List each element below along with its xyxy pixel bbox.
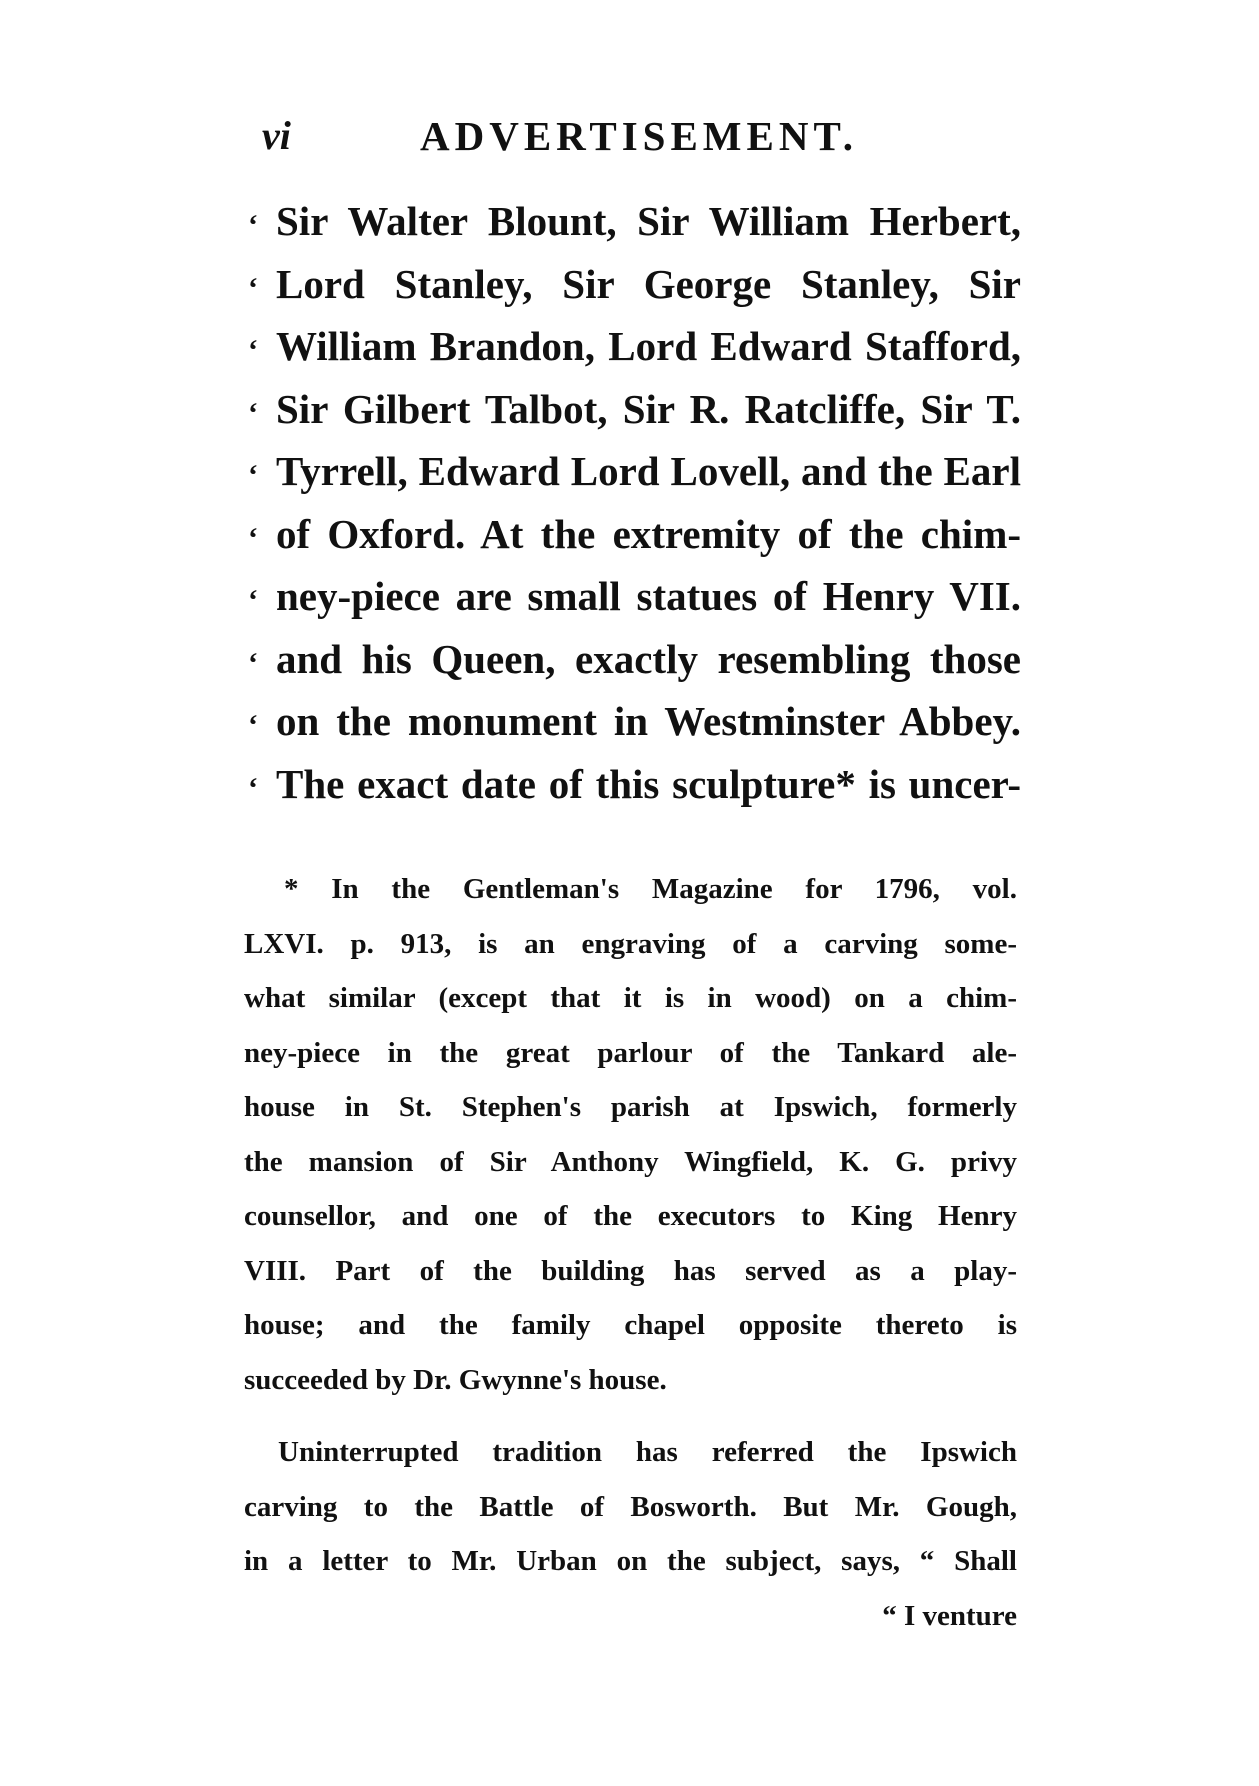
text-line bbox=[248, 190, 1021, 253]
quote-mark: ‘ bbox=[248, 771, 258, 805]
main-text-block bbox=[248, 190, 1021, 815]
footnote-line: carving to the Battle of Bosworth. But Mr. Gough, bbox=[244, 1490, 1017, 1523]
footnote-line: * In the Gentleman's Magazine for 1796, vol. bbox=[284, 873, 1017, 905]
text-line bbox=[248, 565, 1021, 628]
line-text: William Brandon, Lord Edward Stafford, bbox=[276, 323, 1021, 369]
quote-mark: ‘ bbox=[248, 521, 258, 555]
quote-mark: ‘ bbox=[248, 459, 258, 492]
line-text: ney-piece are small statues of Henry VII. bbox=[276, 573, 1021, 619]
quote-mark: ‘ bbox=[248, 584, 258, 617]
text-line bbox=[248, 253, 1021, 316]
line-text: on the monument in Westminster Abbey. bbox=[276, 698, 1021, 744]
quote-mark: ‘ bbox=[248, 271, 258, 305]
footnote-line: house; and the family chapel opposite thereto is bbox=[244, 1309, 1017, 1341]
line-text: Tyrrell, Edward Lord Lovell, and the Earl bbox=[276, 448, 1021, 494]
line-text: and his Queen, exactly resembling those bbox=[276, 635, 1021, 682]
text-line bbox=[248, 440, 1021, 503]
footnote-line: VIII. Part of the building has served as a play- bbox=[244, 1254, 1017, 1287]
footnote-line: in a letter to Mr. Urban on the subject, says, “ Shall bbox=[244, 1545, 1017, 1577]
quote-mark: ‘ bbox=[248, 209, 258, 242]
text-line bbox=[248, 690, 1021, 753]
line-text: Sir Gilbert Talbot, Sir R. Ratcliffe, Sir T. bbox=[276, 385, 1021, 432]
footnote-line: Uninterrupted tradition has referred the Ipswich bbox=[278, 1436, 1017, 1468]
quote-mark: ‘ bbox=[248, 709, 258, 742]
text-line bbox=[248, 628, 1021, 691]
page-header bbox=[262, 112, 1022, 172]
line-text: of Oxford. At the extremity of the chim- bbox=[276, 510, 1021, 557]
footnote-block bbox=[244, 862, 1017, 1643]
footnote-line: what similar (except that it is in wood) on a chim- bbox=[244, 982, 1017, 1014]
text-line bbox=[248, 503, 1021, 566]
quote-mark: ‘ bbox=[248, 334, 258, 367]
line-text: The exact date of this sculpture* is uncer- bbox=[276, 760, 1021, 807]
line-text: Lord Stanley, Sir George Stanley, Sir bbox=[276, 260, 1021, 307]
footnote-line: succeeded by Dr. Gwynne's house. bbox=[244, 1363, 667, 1396]
text-line bbox=[248, 378, 1021, 441]
footnote-line: counsellor, and one of the executors to King Henry bbox=[244, 1200, 1017, 1232]
text-line bbox=[248, 315, 1021, 378]
quote-mark: ‘ bbox=[248, 646, 258, 680]
text-line bbox=[248, 753, 1021, 816]
catchword: “ I venture bbox=[882, 1599, 1017, 1632]
line-text: Sir Walter Blount, Sir William Herbert, bbox=[276, 198, 1021, 244]
footnote-line: the mansion of Sir Anthony Wingfield, K. G. privy bbox=[244, 1145, 1017, 1178]
page-number: vi bbox=[262, 113, 291, 158]
footnote-line: LXVI. p. 913, is an engraving of a carving some- bbox=[244, 927, 1017, 960]
footnote-line: house in St. Stephen's parish at Ipswich, formerly bbox=[244, 1091, 1017, 1123]
footnote-line: ney-piece in the great parlour of the Tankard ale- bbox=[244, 1036, 1017, 1069]
quote-mark: ‘ bbox=[248, 396, 258, 430]
running-head: ADVERTISEMENT. bbox=[420, 113, 858, 159]
